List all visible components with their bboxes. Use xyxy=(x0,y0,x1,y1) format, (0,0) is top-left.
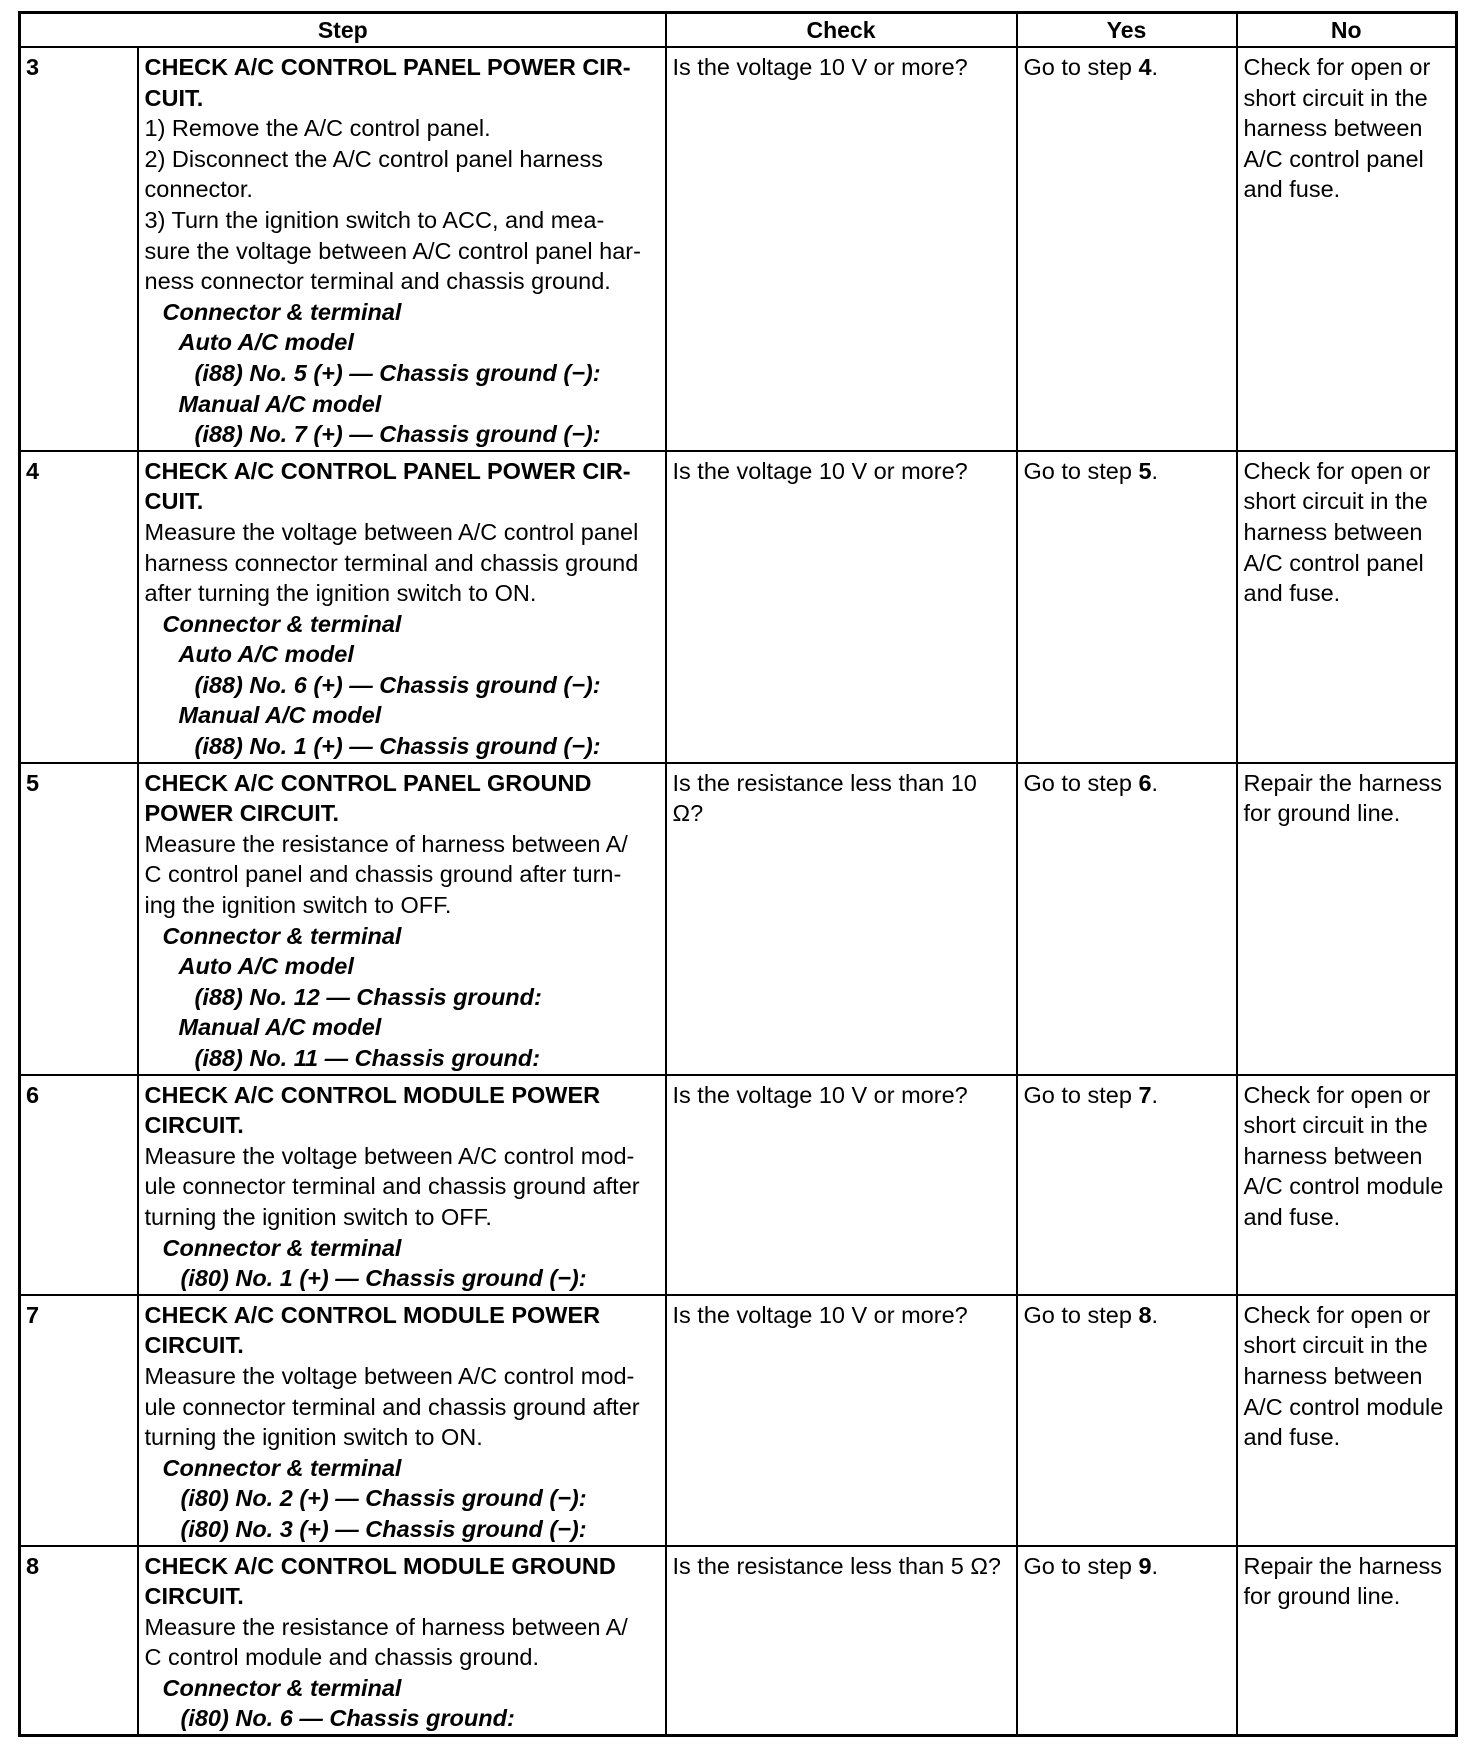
step-text-line: Measure the voltage between A/C control mod- xyxy=(144,1142,635,1169)
no-text-line: short circuit in the xyxy=(1243,1332,1428,1359)
step-text-line: 3) Turn the ignition switch to ACC, and mea- xyxy=(144,206,605,233)
no-text-line: Check for open or xyxy=(1243,1301,1431,1328)
no-text-line: harness between xyxy=(1243,1142,1423,1169)
yes-suffix: . xyxy=(1151,1301,1159,1328)
step-title-line: CHECK A/C CONTROL PANEL GROUND xyxy=(144,769,592,796)
step-title-line: CHECK A/C CONTROL MODULE POWER xyxy=(144,1081,601,1108)
step-text-line: C control module and chassis ground. xyxy=(144,1644,539,1671)
step-text-line: harness connector terminal and chassis ground xyxy=(144,549,639,576)
step-number: 7 xyxy=(20,1295,138,1546)
step-description xyxy=(138,763,666,1075)
check-cell: Is the resistance less than 5 Ω? xyxy=(666,1546,1017,1736)
no-text-line: and fuse. xyxy=(1243,1424,1341,1451)
step-text-line: connector. xyxy=(144,176,253,203)
table-row xyxy=(20,1075,1457,1295)
connector-heading: Connector & terminal xyxy=(162,922,402,949)
terminal-spec: (i88) No. 11 — Chassis ground: xyxy=(194,1045,541,1071)
no-text-line: A/C control module xyxy=(1243,1173,1444,1200)
step-number: 5 xyxy=(20,763,138,1075)
check-cell xyxy=(666,763,1017,1075)
check-cell: Is the voltage 10 V or more? xyxy=(666,1075,1017,1295)
yes-step-number: 6 xyxy=(1138,769,1152,796)
no-cell xyxy=(1237,451,1457,763)
connector-heading: Connector & terminal xyxy=(162,1674,402,1701)
check-cell: Is the voltage 10 V or more? xyxy=(666,451,1017,763)
terminal-spec: (i80) No. 6 — Chassis ground: xyxy=(180,1705,515,1732)
table-row xyxy=(20,1546,1457,1736)
terminal-spec: (i88) No. 5 (+) — Chassis ground (−): xyxy=(194,359,601,386)
no-text-line: short circuit in the xyxy=(1243,84,1428,111)
step-description xyxy=(138,1295,666,1546)
step-title-line: CHECK A/C CONTROL MODULE POWER xyxy=(144,1301,601,1328)
step-title-line: CHECK A/C CONTROL PANEL POWER CIR- xyxy=(144,54,631,80)
model-label: Manual A/C model xyxy=(178,702,382,729)
no-text-line: for ground line. xyxy=(1243,1583,1401,1610)
no-text-line: harness between xyxy=(1243,1362,1423,1389)
yes-step-number: 8 xyxy=(1138,1301,1152,1328)
no-text-line: A/C control module xyxy=(1243,1393,1444,1420)
step-text-line: Measure the resistance of harness between A/ xyxy=(144,830,628,857)
yes-prefix: Go to step xyxy=(1023,1552,1139,1579)
step-number: 8 xyxy=(20,1546,138,1736)
terminal-spec: (i80) No. 3 (+) — Chassis ground (−): xyxy=(180,1515,587,1542)
no-cell xyxy=(1237,1075,1457,1295)
no-text-line: short circuit in the xyxy=(1243,488,1428,515)
no-text-line: A/C control panel xyxy=(1243,549,1424,576)
step-title-line: CHECK A/C CONTROL PANEL POWER CIR- xyxy=(144,457,631,484)
step-number: 6 xyxy=(20,1075,138,1295)
step-text-line: after turning the ignition switch to ON. xyxy=(144,580,537,607)
step-title-line: CUIT. xyxy=(144,488,204,515)
model-label: Auto A/C model xyxy=(178,953,354,980)
step-number: 3 xyxy=(20,47,138,451)
no-cell xyxy=(1237,47,1457,451)
no-text-line: harness between xyxy=(1243,115,1423,142)
yes-suffix: . xyxy=(1151,457,1159,484)
yes-cell xyxy=(1017,1295,1237,1546)
yes-cell xyxy=(1017,763,1237,1075)
step-title-line: CIRCUIT. xyxy=(144,1332,244,1359)
table-row xyxy=(20,1295,1457,1546)
no-cell xyxy=(1237,763,1457,1075)
step-text-line: Measure the voltage between A/C control panel xyxy=(144,518,639,545)
step-title-line: CUIT. xyxy=(144,84,204,111)
yes-prefix: Go to step xyxy=(1023,1301,1139,1328)
step-text-line: ness connector terminal and chassis ground. xyxy=(144,268,611,295)
no-text-line: harness between xyxy=(1243,518,1423,545)
table-row xyxy=(20,763,1457,1075)
step-text-line: turning the ignition switch to OFF. xyxy=(144,1203,492,1230)
yes-step-number: 7 xyxy=(1138,1081,1152,1108)
no-cell xyxy=(1237,1546,1457,1736)
no-text-line: for ground line. xyxy=(1243,800,1401,827)
model-label: Manual A/C model xyxy=(178,390,382,417)
yes-step-number: 4 xyxy=(1138,54,1152,80)
check-cell: Is the voltage 10 V or more? xyxy=(666,1295,1017,1546)
connector-heading: Connector & terminal xyxy=(162,610,402,637)
yes-prefix: Go to step xyxy=(1023,1081,1139,1108)
yes-suffix: . xyxy=(1151,1081,1159,1108)
yes-prefix: Go to step xyxy=(1023,457,1139,484)
header-no: No xyxy=(1237,13,1457,48)
check-cell: Is the voltage 10 V or more? xyxy=(666,47,1017,451)
step-number: 4 xyxy=(20,451,138,763)
no-text-line: Repair the harness xyxy=(1243,769,1443,796)
step-title-line: POWER CIRCUIT. xyxy=(144,800,340,827)
no-text-line: Check for open or xyxy=(1243,54,1431,80)
step-text-line: turning the ignition switch to ON. xyxy=(144,1424,483,1451)
model-label: Manual A/C model xyxy=(178,1014,382,1041)
yes-step-number: 5 xyxy=(1138,457,1152,484)
terminal-spec: (i88) No. 12 — Chassis ground: xyxy=(194,983,542,1010)
no-text-line: and fuse. xyxy=(1243,580,1341,607)
step-title-line: CHECK A/C CONTROL MODULE GROUND xyxy=(144,1552,616,1579)
yes-suffix: . xyxy=(1151,1552,1159,1579)
step-text-line: 1) Remove the A/C control panel. xyxy=(144,115,491,142)
model-label: Auto A/C model xyxy=(178,641,354,668)
header-row xyxy=(20,13,1457,48)
step-text-line: sure the voltage between A/C control panel har- xyxy=(144,237,641,264)
yes-cell xyxy=(1017,1075,1237,1295)
diagnostic-table xyxy=(18,11,1458,1737)
yes-cell xyxy=(1017,451,1237,763)
no-text-line: Check for open or xyxy=(1243,457,1431,484)
step-text-line: Measure the resistance of harness between A/ xyxy=(144,1613,628,1640)
yes-cell xyxy=(1017,47,1237,451)
step-description xyxy=(138,1546,666,1736)
no-text-line: and fuse. xyxy=(1243,176,1341,203)
connector-heading: Connector & terminal xyxy=(162,298,402,325)
terminal-spec: (i88) No. 6 (+) — Chassis ground (−): xyxy=(194,671,601,698)
check-text-line: Is the resistance less than 10 xyxy=(672,769,977,796)
no-text-line: Repair the harness xyxy=(1243,1552,1443,1579)
terminal-spec: (i80) No. 2 (+) — Chassis ground (−): xyxy=(180,1485,587,1512)
terminal-spec: (i80) No. 1 (+) — Chassis ground (−): xyxy=(180,1265,587,1292)
step-text-line: ing the ignition switch to OFF. xyxy=(144,892,452,919)
step-description xyxy=(138,1075,666,1295)
no-cell xyxy=(1237,1295,1457,1546)
no-text-line: short circuit in the xyxy=(1243,1112,1428,1139)
step-text-line: 2) Disconnect the A/C control panel harness xyxy=(144,145,604,172)
no-text-line: Check for open or xyxy=(1243,1081,1431,1108)
terminal-spec: (i88) No. 1 (+) — Chassis ground (−): xyxy=(194,733,601,760)
yes-suffix: . xyxy=(1151,54,1159,80)
yes-cell xyxy=(1017,1546,1237,1736)
step-text-line: ule connector terminal and chassis ground after xyxy=(144,1173,640,1200)
header-yes: Yes xyxy=(1017,13,1237,48)
step-title-line: CIRCUIT. xyxy=(144,1583,244,1610)
table-row xyxy=(20,451,1457,763)
step-description xyxy=(138,451,666,763)
step-text-line: Measure the voltage between A/C control mod- xyxy=(144,1362,635,1389)
step-text-line: ule connector terminal and chassis ground after xyxy=(144,1393,640,1420)
yes-suffix: . xyxy=(1151,769,1159,796)
step-description xyxy=(138,47,666,451)
yes-prefix: Go to step xyxy=(1023,769,1139,796)
header-step: Step xyxy=(20,13,666,48)
step-text-line: C control panel and chassis ground after turn- xyxy=(144,861,622,888)
connector-heading: Connector & terminal xyxy=(162,1454,402,1481)
yes-prefix: Go to step xyxy=(1023,54,1139,80)
connector-heading: Connector & terminal xyxy=(162,1234,402,1261)
terminal-spec: (i88) No. 7 (+) — Chassis ground (−): xyxy=(194,421,601,448)
step-title-line: CIRCUIT. xyxy=(144,1112,244,1139)
check-text-line: Ω? xyxy=(672,800,704,827)
no-text-line: and fuse. xyxy=(1243,1203,1341,1230)
no-text-line: A/C control panel xyxy=(1243,145,1424,172)
yes-step-number: 9 xyxy=(1138,1552,1152,1579)
table-row xyxy=(20,47,1457,451)
model-label: Auto A/C model xyxy=(178,329,354,356)
header-check: Check xyxy=(666,13,1017,48)
